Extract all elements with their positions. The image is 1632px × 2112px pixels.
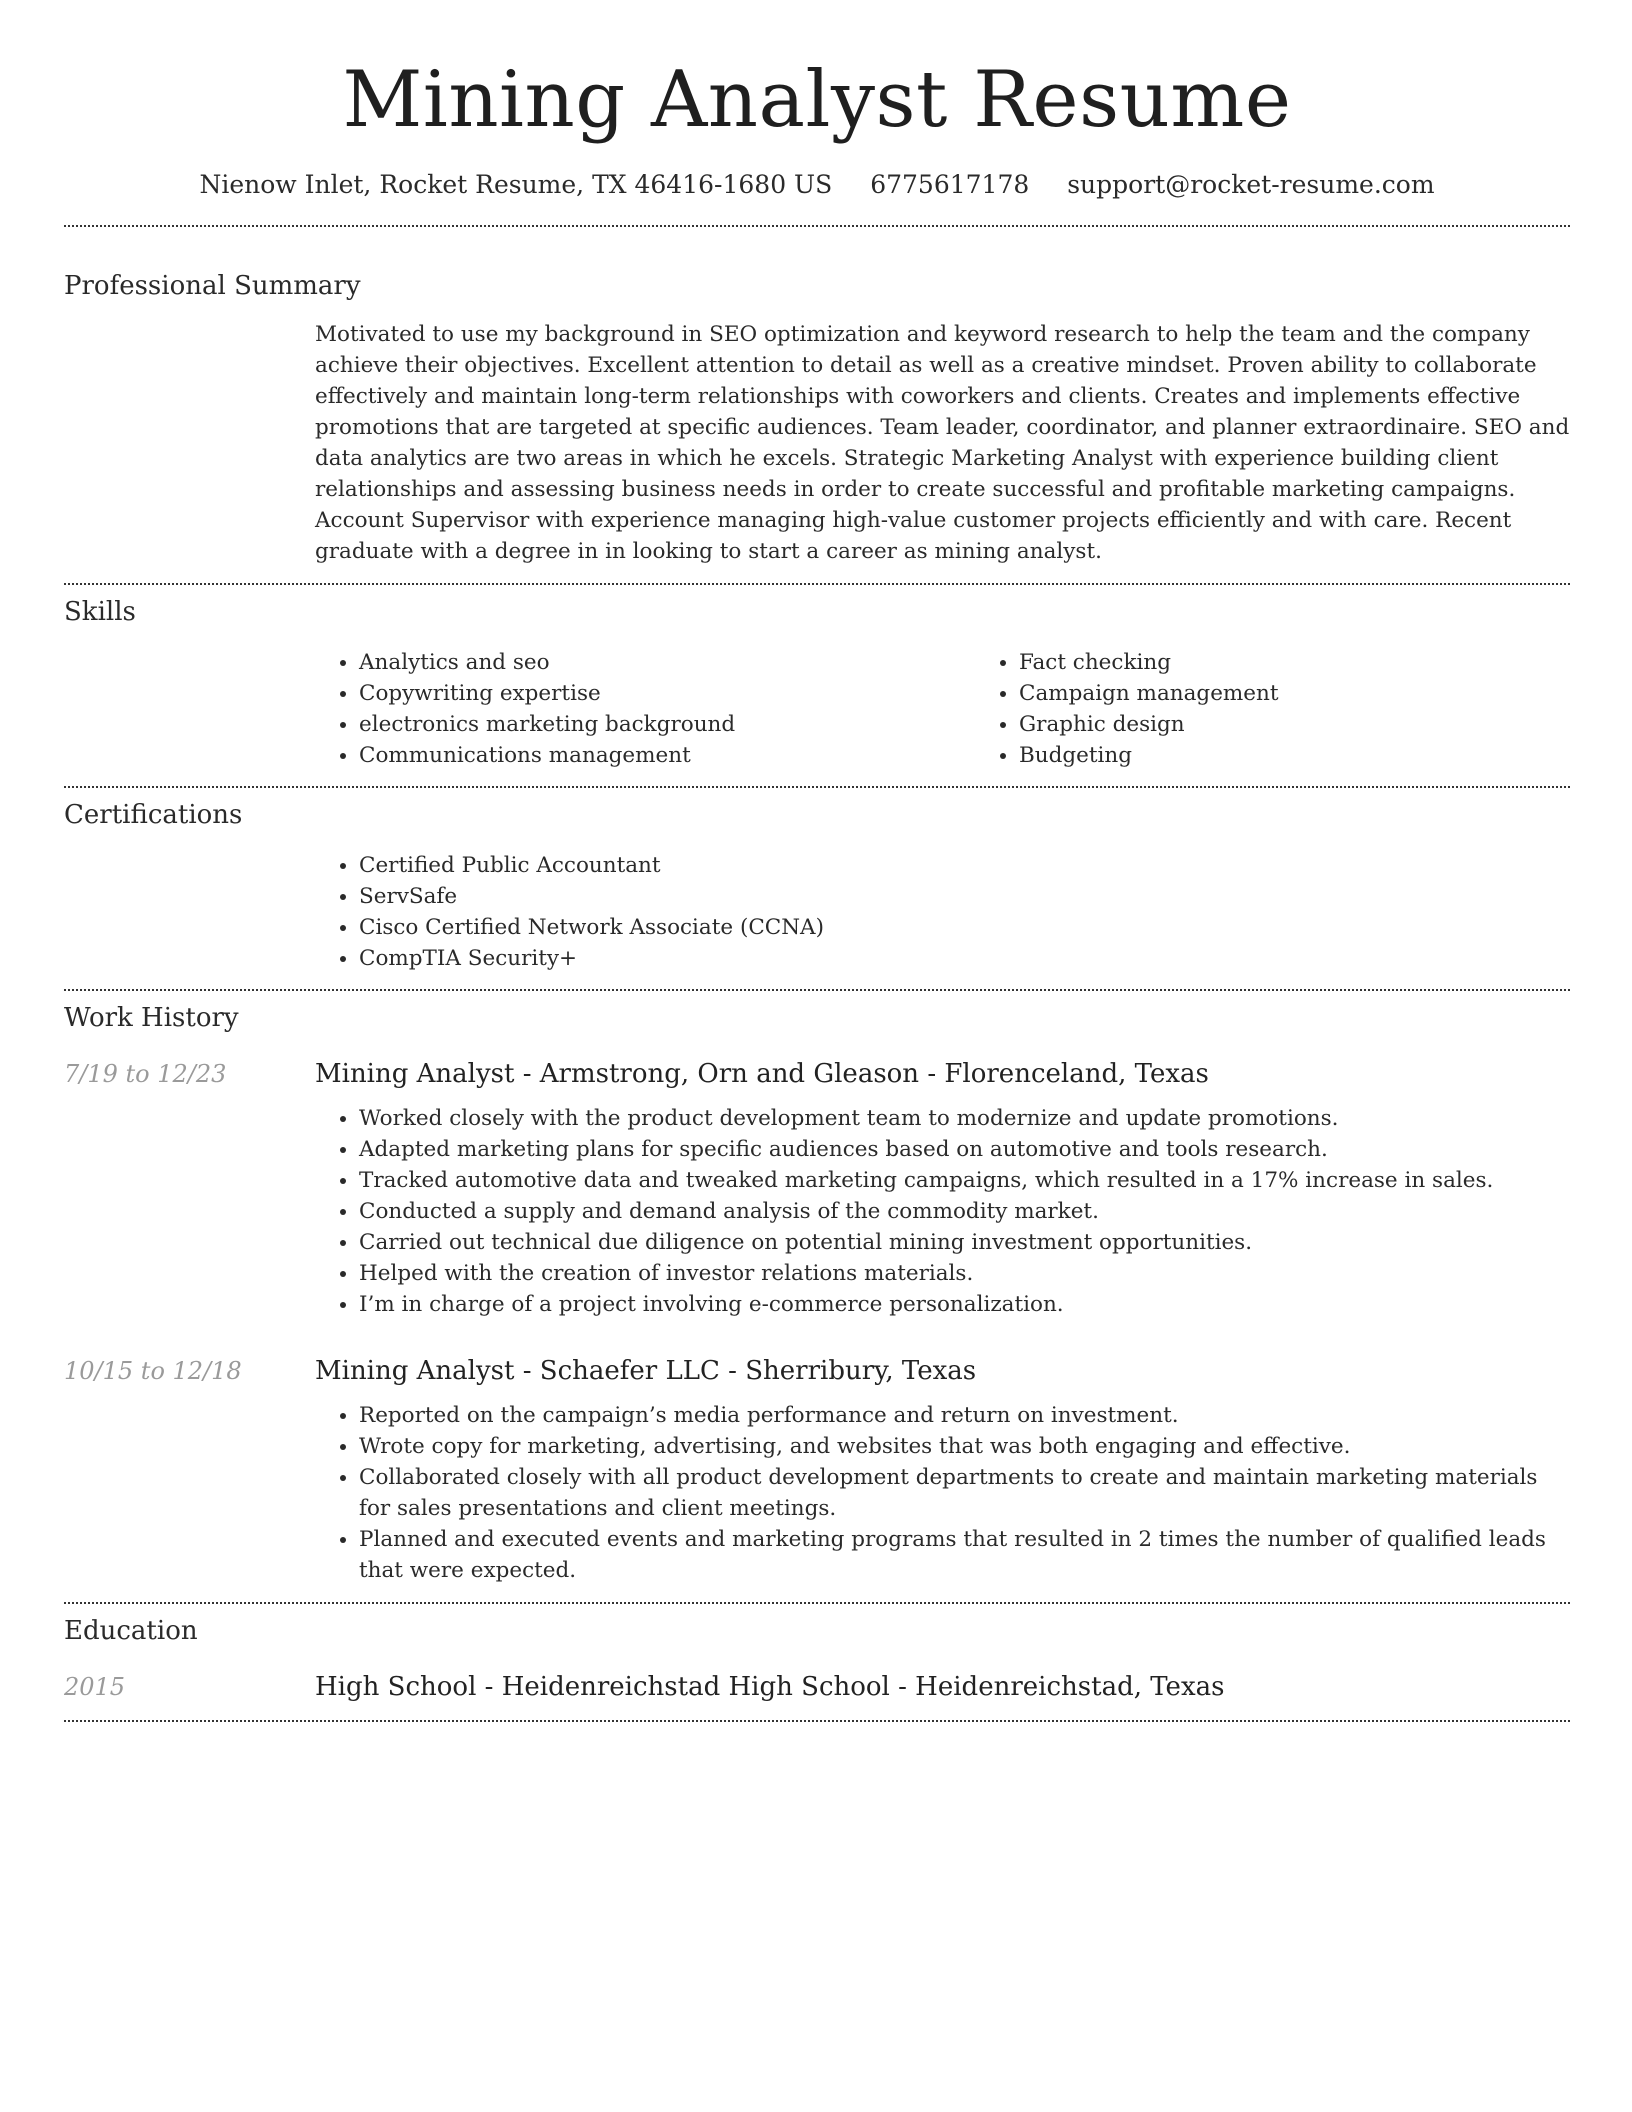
certifications-list <box>315 850 1570 974</box>
contact-line <box>64 168 1570 202</box>
resume-page <box>64 0 1570 1722</box>
skill-item: • electronics marketing background <box>359 709 975 740</box>
certification-item: • Cisco Certified Network Associate (CCNA) <box>359 912 1570 943</box>
job-bullet: • Tracked automotive data and tweaked marketing campaigns, which resulted in a 17% increase in sales. <box>359 1165 1570 1196</box>
section-title-work-history: Work History <box>64 1003 239 1033</box>
job-bullet: • Carried out technical due diligence on potential mining investment opportunities. <box>359 1227 1570 1258</box>
resume-title: Mining Analyst Resume <box>342 55 1292 145</box>
education-entry <box>64 1670 1570 1704</box>
divider <box>64 1720 1570 1722</box>
section-title-skills: Skills <box>64 597 136 627</box>
job-header <box>64 1354 1570 1388</box>
section-title-summary: Professional Summary <box>64 271 361 301</box>
skills-column-left <box>315 647 975 771</box>
contact-phone: 6775617178 <box>870 170 1030 199</box>
education-date: 2015 <box>64 1673 126 1701</box>
job-bullet: • Adapted marketing plans for specific audiences based on automotive and tools research. <box>359 1134 1570 1165</box>
divider <box>64 1602 1570 1604</box>
divider <box>64 225 1570 227</box>
certification-item: • ServSafe <box>359 881 1570 912</box>
contact-address: Nienow Inlet, Rocket Resume, TX 46416-1680 US <box>199 170 833 199</box>
skill-item: • Communications management <box>359 740 975 771</box>
job-date: 10/15 to 12/18 <box>64 1357 242 1385</box>
job-bullets <box>315 1400 1570 1586</box>
job-header <box>64 1057 1570 1091</box>
divider <box>64 786 1570 788</box>
job-title: Mining Analyst - Schaefer LLC - Sherribury, Texas <box>315 1356 977 1386</box>
certification-item: • CompTIA Security+ <box>359 943 1570 974</box>
job-entry <box>64 1354 1570 1586</box>
summary-section <box>315 319 1570 567</box>
job-bullet: • Planned and executed events and marketing programs that resulted in 2 times the number of qualified leads that were expected. <box>359 1524 1570 1586</box>
job-bullet: • Collaborated closely with all product development departments to create and maintain marketing materials for sales presentations and client meetings. <box>359 1462 1570 1524</box>
summary-text: Motivated to use my background in SEO optimization and keyword research to help the team and the company achieve their objectives. Excellent attention to detail as well as a creative mindset. Proven ability to collaborate effectively and maintain long-term relationships with coworkers and clients. Creates and implements effective promotions that are targeted at specific audiences. Team leader, coordinator, and planner extraordinaire. SEO and data analytics are two areas in which he excels. Strategic Marketing Analyst with experience building client relationships and assessing business needs in order to create successful and profitable marketing campaigns. Account Supervisor with experience managing high-value customer projects efficiently and with care. Recent graduate with a degree in in looking to start a career as mining analyst. <box>315 322 1570 564</box>
job-bullets <box>315 1103 1570 1320</box>
skill-item: • Analytics and seo <box>359 647 975 678</box>
section-title-certifications: Certifications <box>64 800 243 830</box>
skill-item: • Copywriting expertise <box>359 678 975 709</box>
divider <box>64 583 1570 585</box>
skill-item: • Campaign management <box>1019 678 1632 709</box>
divider <box>64 989 1570 991</box>
skills-column-right <box>975 647 1632 771</box>
skill-item: • Graphic design <box>1019 709 1632 740</box>
section-title-education: Education <box>64 1616 198 1646</box>
job-bullet: • Reported on the campaign’s media performance and return on investment. <box>359 1400 1570 1431</box>
education-title: High School - Heidenreichstad High School - Heidenreichstad, Texas <box>315 1672 1225 1702</box>
job-bullet: • Conducted a supply and demand analysis of the commodity market. <box>359 1196 1570 1227</box>
job-bullet: • Worked closely with the product development team to modernize and update promotions. <box>359 1103 1570 1134</box>
contact-email[interactable]: support@rocket-resume.com <box>1067 170 1435 199</box>
job-bullet: • I’m in charge of a project involving e-commerce personalization. <box>359 1289 1570 1320</box>
skill-item: • Fact checking <box>1019 647 1632 678</box>
job-bullet: • Helped with the creation of investor relations materials. <box>359 1258 1570 1289</box>
job-entry <box>64 1057 1570 1320</box>
job-title: Mining Analyst - Armstrong, Orn and Gleason - Florenceland, Texas <box>315 1059 1209 1089</box>
job-bullet: • Wrote copy for marketing, advertising, and websites that was both engaging and effective. <box>359 1431 1570 1462</box>
skills-list <box>315 647 1570 771</box>
job-date: 7/19 to 12/23 <box>64 1060 227 1088</box>
certification-item: • Certified Public Accountant <box>359 850 1570 881</box>
skill-item: • Budgeting <box>1019 740 1632 771</box>
